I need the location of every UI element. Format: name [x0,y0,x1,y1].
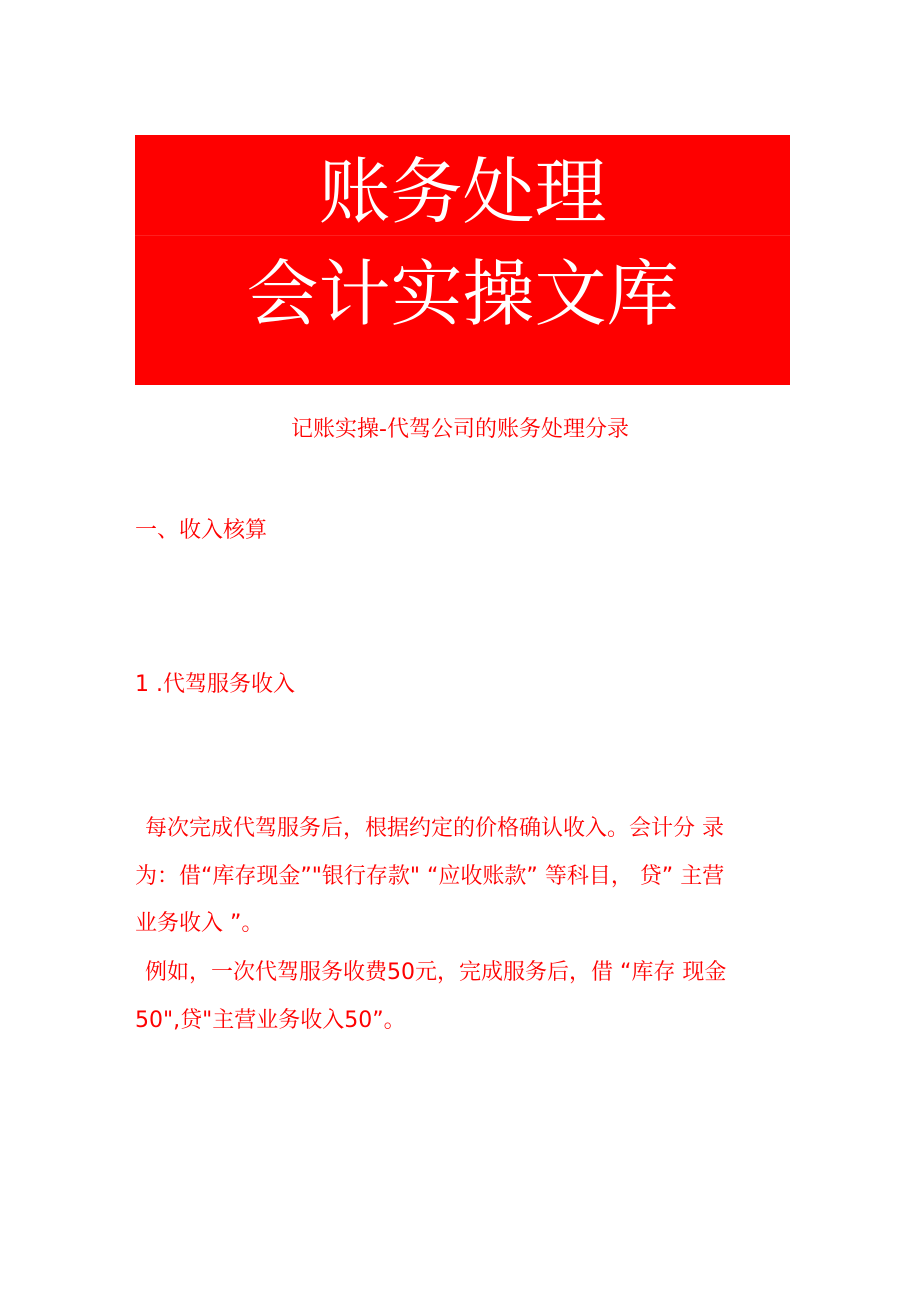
banner-divider [135,235,790,236]
subsection-heading: 1 .代驾服务收入 [135,672,295,697]
banner-title-line2: 会计实操文库 [246,252,679,336]
paragraph-line-2: 为：借“库存现金”"银行存款" “应收账款” 等科目， 贷” 主营 [135,864,725,889]
paragraph-line-5: 50",贷"主营业务收入50”。 [135,1008,406,1033]
paragraph-line-1: 每次完成代驾服务后，根据约定的价格确认收入。会计分 录 [145,816,724,841]
banner-title-line1: 账务处理 [318,150,607,234]
paragraph-line-4: 例如，一次代驾服务收费50元，完成服务后，借 “库存 现金 [145,960,727,985]
document-title: 记账实操-代驾公司的账务处理分录 [291,417,629,442]
paragraph-line-3: 业务收入 ”。 [135,911,264,936]
section-heading: 一、收入核算 [135,518,268,543]
